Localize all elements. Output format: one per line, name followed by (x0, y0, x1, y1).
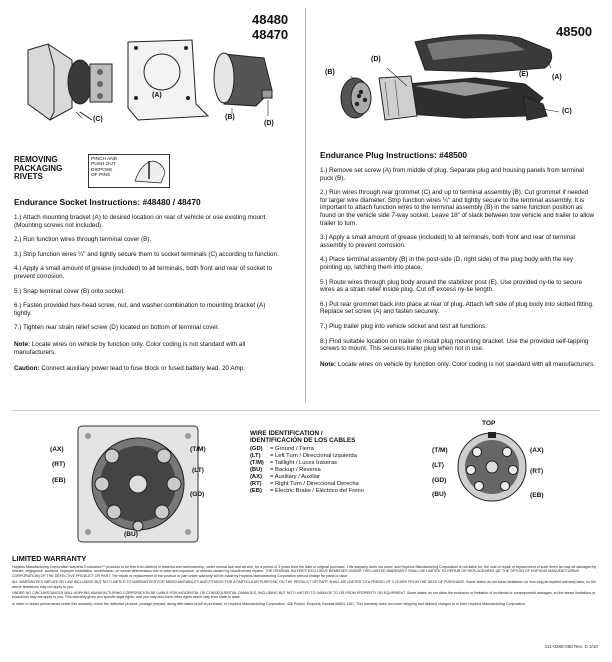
wire-row-gd (250, 446, 364, 453)
socket-step-3: 3.) Strip function wires ¼" and tightly secure them to socket terminals (C) according to function. (14, 250, 279, 258)
plug-body-drawing (407, 35, 552, 120)
wire-desc: = Auxiliary / Auxiliar (270, 474, 321, 480)
removing-rivets-title: REMOVING PACKAGING RIVETS (14, 155, 63, 182)
plug-label-bu: (BU) (432, 491, 446, 498)
socket-label-tm: (T/M) (190, 446, 206, 453)
wire-desc: = Left Turn / Direccional Izquierda (270, 453, 357, 459)
wire-row-bu (250, 467, 364, 474)
warranty-paragraph-1: Hopkins Manufacturing Corporation warrants Endurance™ products to be free from defects in material and workmanship, under normal use and service, for a period of 3 years from the date of original purchase. This warranty does not cover, and Hopkins Manufacturing Corporation is not liable for, the cost of repair or replacement of such items as may be damaged by misuse, negligence, accident, improper installation, modification, or normal deterioration due to wear and exposure, or defects caused by unauthorized repairs. THE ORIGINAL BUYER'S EXCLUSIVE REMEDIES UNDER THIS LIMITED WARRANTY SHALL BE LIMITED TO REPAIR OR REPLACEMENT (AT THE OPTION OF HOPKINS MANUFACTURING CORPORATION) OF THE DEFECTIVE PRODUCT OR PART. The repair or replacement of the product or part under warranty will be made by Hopkins Manufacturing Corporation without charge for parts or labor. (12, 565, 597, 578)
plug-step-5: 5.) Route wires through plug body around the stabilizer post (E). Use provided ny-tie to secure wires as a strain relief inside plug. Cut off excess ny-tie length. (320, 278, 583, 294)
fig-label-a: (A) (152, 92, 162, 99)
plug-fig-label-b: (B) (325, 69, 335, 76)
wire-row-eb (250, 488, 364, 495)
socket-step-5: 5.) Snap terminal cover (B) onto socket. (14, 287, 125, 295)
plug-label-top: TOP (482, 420, 496, 427)
socket-label-rt: (RT) (52, 461, 66, 468)
document-code: 311-0288-068 Rev. D 3/10 (544, 644, 598, 649)
plug-instructions-heading: Endurance Plug Instructions: #48500 (320, 150, 468, 160)
model-number-48480: 48480 (252, 12, 289, 27)
plug-step-8: 8.) Find suitable location on trailer to install plug mounting bracket. Use the provided self-tapping screws to mount. This secures trailer plug when not in use. (320, 337, 589, 353)
wire-code: (BU) (250, 467, 263, 473)
socket-body-drawing (28, 44, 112, 120)
terminal-cover-drawing (214, 53, 272, 106)
plug-note (320, 361, 596, 369)
wire-desc: = Electric Brake / Eléctrico del Freno (270, 488, 364, 494)
wire-desc: = Ground / Tierra (270, 446, 314, 452)
plug-label-rt: (RT) (530, 468, 544, 475)
warranty-paragraph-2: ALL WARRANTIES IMPLIED BY LAW INCLUDING BUT NOT LIMITED TO WARRANTIES FOR MERCHANTABILITY AND FITNESS FOR A PARTICULAR PURPOSE, ON THE PRODUCT OR PART SHALL BE LIMITED TO A PERIOD OF 3 YEARS FROM THE DATE OF PURCHASE. Some states do not allow limitations on how long an implied warranty lasts, so the above limitations may not apply to you. (12, 580, 596, 589)
plug-note-label: Note: (320, 360, 337, 368)
socket-caution (14, 365, 284, 373)
rivet-instruction-text: PINCH AND PUSH OUT DISPOSE OF PINS (91, 157, 118, 179)
socket-step-6: 6.) Fasten provided hex-head screw, nut, and washer combination to mounting bracket (A) tightly. (14, 302, 266, 317)
wire-identification (250, 430, 364, 495)
wire-row-lt (250, 453, 364, 460)
housing-panel-drawing (379, 76, 417, 120)
model-number-48470: 48470 (252, 27, 289, 42)
plug-label-eb: (EB) (530, 492, 544, 499)
wire-row-rt (250, 481, 364, 488)
wire-code: (AX) (250, 474, 262, 480)
socket-assembly-illustration (10, 20, 300, 148)
wire-code: (GD) (250, 446, 263, 452)
warranty-paragraph-4: In order to obtain performance under this warranty, return the defective product, postage prepaid, along with dated proof of purchase, to Hopkins Manufacturing Corporation, 428 Peyton, Emporia, Kansas 66801-1157. This warranty does not cover shipping and delivery charges to or from Hopkins Manufacturing Corporation. (12, 601, 526, 606)
socket-note-text: Locate wires on vehicle by function only. Color coding is not standard with all manufacturers. (14, 340, 246, 356)
wire-row-tm (250, 460, 364, 467)
socket-step-2: 2.) Run function wires through terminal cover (B). (14, 236, 152, 244)
wire-desc: = Backup / Reversa (270, 467, 321, 473)
plug-fig-label-d: (D) (371, 56, 381, 63)
wire-row-ax (250, 474, 364, 481)
socket-caution-label: Caution: (14, 365, 40, 373)
plug-step-2: 2.) Run wires through rear grommet (C) and up to terminal assembly (B). Cut grommet if needed for larger wire diameter. Strip function wires ¼" and tightly secure to the terminal assembly. It is important to attach function wires to the terminal assembly (B) in the same function position as found on the vehicle side 7-way socket. Leave 18" of slack between tow vehicle and trailer to allow trailer to turn. (320, 189, 595, 227)
rivet-instruction-box (88, 154, 170, 188)
rivet-hand-icon (131, 157, 169, 185)
plug-label-gd: (GD) (432, 477, 447, 484)
plug-steps (320, 167, 596, 368)
plug-face-diagram (455, 430, 529, 504)
plug-step-3: 3.) Apply a small amount of grease (included) to all terminals, both front and rear of terminal assembly to prevent corrosion. (320, 234, 576, 249)
plug-fig-label-e: (E) (519, 71, 529, 78)
plug-label-lt: (LT) (432, 462, 444, 469)
socket-step-7: 7.) Tighten rear strain relief screw (D) located on bottom of terminal cover. (14, 324, 220, 332)
wire-code: (EB) (250, 488, 262, 494)
wire-code: (RT) (250, 481, 262, 487)
limited-warranty (12, 554, 600, 606)
socket-step-1: 1.) Attach mounting bracket (A) to desired location on rear of vehicle or use existing mount. (Mounting screws not included). (14, 214, 268, 229)
fig-label-c: (C) (93, 116, 103, 123)
plug-label-tm: (T/M) (432, 447, 448, 454)
plug-fig-label-a: (A) (552, 74, 562, 81)
wire-code: (T/M) (250, 460, 264, 466)
socket-steps (14, 214, 284, 373)
terminal-puck-drawing (341, 78, 371, 118)
mounting-bracket-drawing (128, 40, 208, 120)
plug-note-text: Locate wires on vehicle by function only. Color coding is not standard with all manufacturers. (337, 360, 595, 368)
section-divider (12, 410, 600, 411)
fig-label-b: (B) (225, 114, 235, 121)
wire-desc: = Right Turn / Direccional Derecha (270, 481, 359, 487)
wire-id-title-en: WIRE IDENTIFICATION / (250, 430, 323, 437)
plug-step-6: 6.) Put rear grommet back into place at rear of plug. Attach left side of plug body into slotted fitting. Replace set screw (A) and fasten securely. (320, 300, 594, 316)
fig-label-d: (D) (264, 120, 274, 127)
socket-label-bu: (BU) (124, 531, 138, 538)
plug-step-4: 4.) Place terminal assembly (B) in the post-side (D, right side) of the plug body with the key pointing up, latching them into place. (320, 256, 574, 271)
warranty-title: LIMITED WARRANTY (12, 554, 87, 563)
warranty-paragraph-3: UNDER NO CIRCUMSTANCES WILL HOPKINS MANUFACTURING CORPORATION BE LIABLE FOR INCIDENTAL OR CONSEQUENTIAL DAMAGES, INCLUDING BUT NOT LIMITED TO DAMAGE TO OR FROM PROPERTY OR EQUIPMENT. Some states do not allow the exclusion or limitation of incidental or consequential damages, so the above limitations or exclusions may not apply to you. This warranty gives you specific legal rights, and you may also have other rights which vary from state to state. (12, 591, 596, 600)
socket-label-ax: (AX) (50, 446, 64, 453)
socket-caution-text: Connect auxiliary power lead to fuse block or fused battery lead. 20 Amp. (41, 365, 246, 373)
plug-fig-label-c: (C) (562, 108, 572, 115)
model-number-48500: 48500 (556, 24, 593, 39)
plug-step-7: 7.) Plug trailer plug into vehicle socket and test all functions. (320, 322, 487, 330)
column-divider (305, 8, 306, 403)
socket-label-eb: (EB) (52, 477, 66, 484)
socket-step-4: 4.) Apply a small amount of grease (included) to all terminals, both front and rear of socket to prevent corrosion. (14, 265, 272, 280)
socket-face-diagram (72, 422, 204, 546)
socket-label-gd: (GD) (190, 491, 205, 498)
plug-step-1: 1.) Remove set screw (A) from middle of plug. Separate plug and housing panels from terminal puck (B). (320, 167, 584, 182)
socket-note-label: Note: (14, 340, 31, 348)
wire-id-title-es: IDENTIFICACIÓN DE LOS CABLES (250, 437, 356, 444)
socket-note (14, 341, 284, 356)
wire-code: (LT) (250, 453, 261, 459)
plug-label-ax: (AX) (530, 447, 544, 454)
socket-label-lt: (LT) (192, 467, 204, 474)
wire-desc: = Taillight / Luces traseras (270, 460, 338, 466)
socket-instructions-heading: Endurance Socket Instructions: #48480 / 48470 (14, 197, 201, 207)
